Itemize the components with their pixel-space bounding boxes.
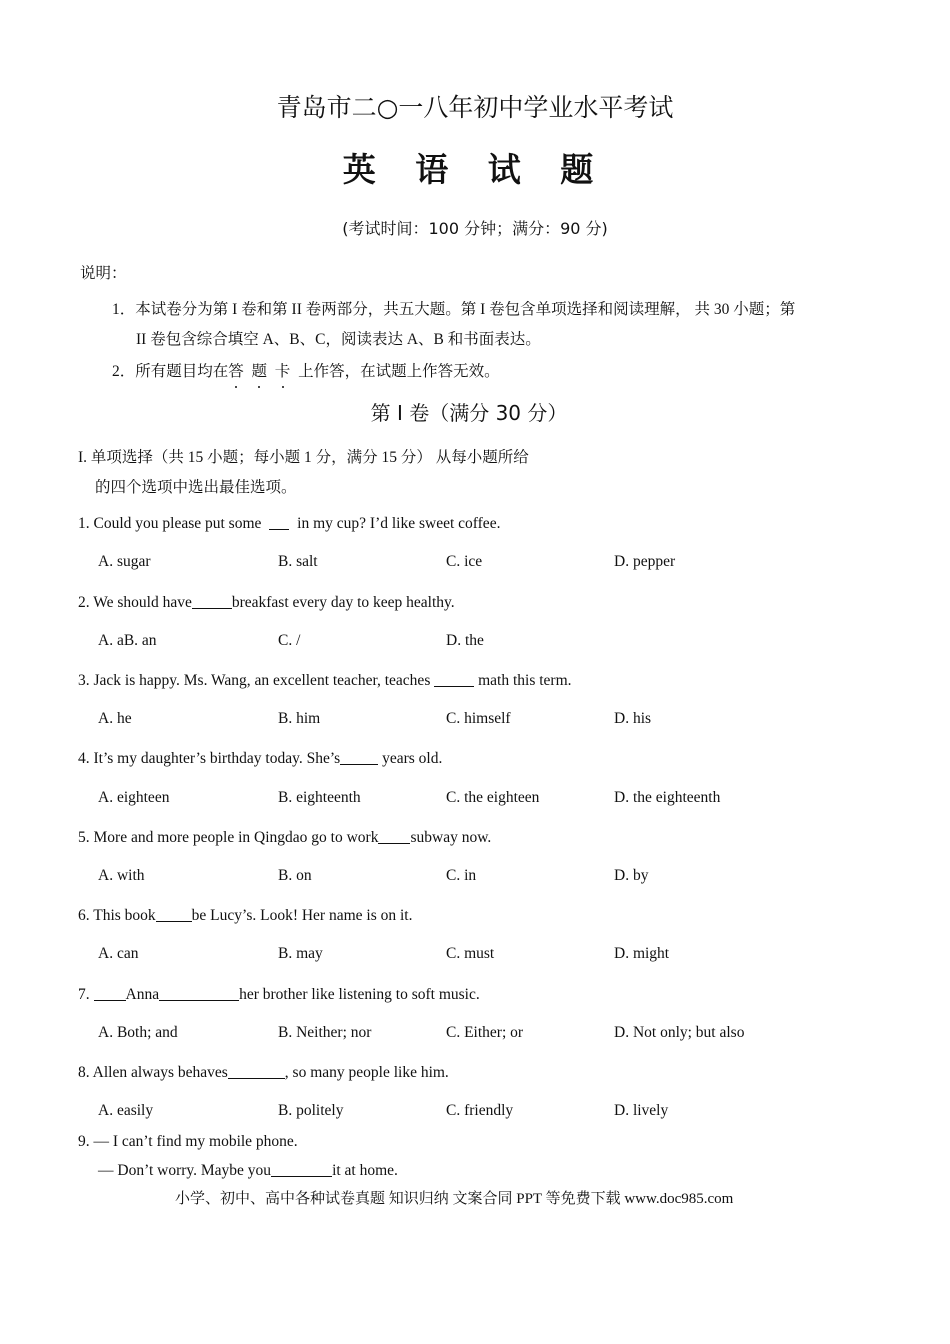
question-text: it at home. xyxy=(332,1162,398,1179)
option-c: C. in xyxy=(446,867,477,884)
question-text: 3. Jack is happy. Ms. Wang, an excellent teacher, teaches xyxy=(78,672,435,689)
option-a: A. sugar xyxy=(98,553,151,570)
option-b: B. may xyxy=(278,945,323,962)
option-a: A. easily xyxy=(98,1102,154,1119)
question-text: , so many people like him. xyxy=(284,1064,449,1081)
option-c: C. must xyxy=(446,945,495,962)
instruction-item-2-suffix: 上作答，在试题上作答无效。 xyxy=(298,363,500,380)
answer-blank xyxy=(159,985,239,1001)
option-a: A. he xyxy=(98,710,132,727)
option-d: D. the eighteenth xyxy=(614,789,721,806)
question-text: years old. xyxy=(378,750,443,767)
option-d: D. the xyxy=(446,632,484,649)
part-heading-line-2: 的四个选项中选出最佳选项。 xyxy=(95,479,297,496)
question-text: math this term. xyxy=(474,672,572,689)
answer-blank xyxy=(271,1161,332,1177)
question-5-stem xyxy=(78,828,491,848)
question-text: subway now. xyxy=(410,829,492,846)
instruction-item-1-line-2: II 卷包含综合填空 A、B、C，阅读表达 A、B 和书面表达。 xyxy=(136,331,541,348)
option-c: C. ice xyxy=(446,553,483,570)
option-b: B. politely xyxy=(278,1102,344,1119)
question-text: — Don’t worry. Maybe you xyxy=(98,1162,272,1179)
answer-blank xyxy=(434,671,474,687)
option-a: A. Both; and xyxy=(98,1024,178,1041)
option-b: B. Neither; nor xyxy=(278,1024,372,1041)
emphasis-dot-char: 答 xyxy=(228,363,244,380)
question-9-line-2 xyxy=(98,1161,398,1181)
emphasis-dot-char: 卡 xyxy=(274,363,291,380)
option-a: A. eighteen xyxy=(98,789,170,806)
answer-blank xyxy=(340,749,378,765)
question-text: 5. More and more people in Qingdao go to work xyxy=(78,829,379,846)
option-c: C. / xyxy=(278,632,301,649)
option-c: C. friendly xyxy=(446,1102,514,1119)
option-b: B. on xyxy=(278,867,312,884)
section-title: 第 I 卷（满分 30 分） xyxy=(370,401,568,425)
question-text: 8. Allen always behaves xyxy=(78,1064,228,1081)
footer-note: 小学、初中、高中各种试卷真题 知识归纳 文案合同 PPT 等免费下载 www.doc985.com xyxy=(175,1191,734,1207)
option-d: D. lively xyxy=(614,1102,669,1119)
question-text: 1. Could you please put some xyxy=(78,515,266,532)
option-a: A. can xyxy=(98,945,139,962)
question-8-stem xyxy=(78,1063,449,1083)
emphasis-dot-char: 题 xyxy=(251,363,268,380)
answer-blank xyxy=(94,985,126,1001)
question-7-stem xyxy=(78,985,480,1005)
answer-blank xyxy=(269,514,289,530)
part-heading-line-1: I. 单项选择（共 15 小题；每小题 1 分，满分 15 分） 从每小题所给 xyxy=(78,449,529,466)
option-d: D. pepper xyxy=(614,553,676,570)
answer-blank xyxy=(156,906,192,922)
question-text: 4. It’s my daughter’s birthday today. She’s xyxy=(78,750,341,767)
option-c: C. the eighteen xyxy=(446,789,540,806)
question-text: in my cup? I’d like sweet coffee. xyxy=(293,515,501,532)
option-c: C. Either; or xyxy=(446,1024,524,1041)
instruction-item-1-line-1: 1．本试卷分为第 I 卷和第 II 卷两部分，共五大题。第 I 卷包含单项选择和阅读理解， 共 30 小题；第 xyxy=(112,301,796,318)
question-text: 2. We should have xyxy=(78,594,192,611)
question-9-line-1: 9. — I can’t find my mobile phone. xyxy=(78,1133,298,1150)
instruction-item-2-prefix: 2．所有题目均在 xyxy=(112,363,229,380)
question-1-stem xyxy=(78,514,500,534)
instruction-item-2 xyxy=(112,362,500,382)
option-a: A. with xyxy=(98,867,145,884)
option-d: D. by xyxy=(614,867,649,884)
question-text: her brother like listening to soft music. xyxy=(239,986,480,1003)
subject-title: 英 语 试 题 xyxy=(342,150,608,189)
exam-title: 青岛市二○一八年初中学业水平考试 xyxy=(276,93,674,122)
answer-blank xyxy=(192,593,232,609)
option-a-b: A. aB. an xyxy=(98,632,157,649)
question-text: be Lucy’s. Look! Her name is on it. xyxy=(191,907,413,924)
answer-blank xyxy=(228,1063,285,1079)
question-6-stem xyxy=(78,906,412,926)
exam-time-and-score: (考试时间：100 分钟；满分：90 分) xyxy=(342,219,608,238)
question-text: 6. This book xyxy=(78,907,156,924)
answer-blank xyxy=(378,828,410,844)
option-b: B. him xyxy=(278,710,321,727)
instructions-label: 说明： xyxy=(80,265,127,282)
option-b: B. salt xyxy=(278,553,318,570)
option-d: D. Not only; but also xyxy=(614,1024,745,1041)
question-2-stem xyxy=(78,593,455,613)
question-3-stem xyxy=(78,671,572,691)
option-d: D. his xyxy=(614,710,652,727)
question-text: breakfast every day to keep healthy. xyxy=(231,594,455,611)
question-text: Anna xyxy=(125,986,160,1003)
option-c: C. himself xyxy=(446,710,511,727)
option-b: B. eighteenth xyxy=(278,789,361,806)
question-4-stem xyxy=(78,749,442,769)
option-d: D. might xyxy=(614,945,670,962)
question-text: 7. xyxy=(78,986,94,1003)
